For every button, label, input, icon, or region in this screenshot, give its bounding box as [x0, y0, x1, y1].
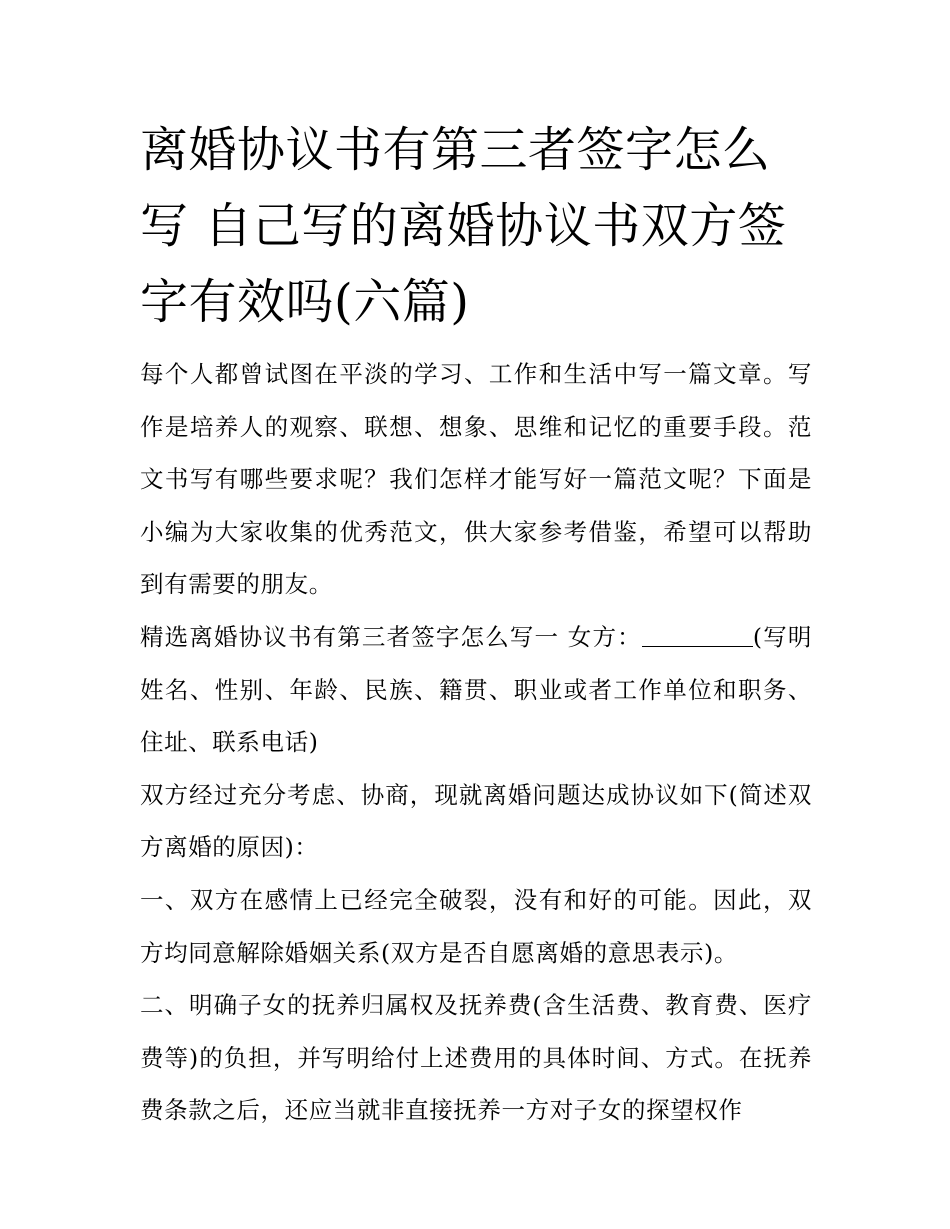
document-body — [140, 112, 812, 1137]
section-1-lead: 精选离婚协议书有第三者签字怎么写一 女方： — [140, 622, 642, 651]
document-title: 离婚协议书有第三者签字怎么写 自己写的离婚协议书双方签字有效吗(六篇) — [140, 122, 787, 330]
clause-2: 二、明确子女的抚养归属权及抚养费(含生活费、教育费、医疗费等)的负担，并写明给付上述费用的具体时间、方式。在抚养费条款之后，还应当就非直接抚养一方对子女的探望权作 — [140, 991, 812, 1125]
intro-paragraph: 每个人都曾试图在平淡的学习、工作和生活中写一篇文章。写作是培养人的观察、联想、想象、思维和记忆的重要手段。范文书写有哪些要求呢？我们怎样才能写好一篇范文呢？下面是小编为大家收集的优秀范文，供大家参考借鉴，希望可以帮助到有需要的朋友。 — [140, 360, 812, 599]
agreement-paragraph: 双方经过充分考虑、协商，现就离婚问题达成协议如下(简述双方离婚的原因)： — [140, 780, 812, 862]
female-party-blank — [642, 626, 753, 647]
section-1-tail: (写明姓名、性别、年龄、民族、籍贯、职业或者工作单位和职务、住址、联系电话) — [140, 622, 813, 757]
section-1-paragraph — [140, 611, 812, 769]
clause-1: 一、双方在感情上已经完全破裂，没有和好的可能。因此，双方均同意解除婚姻关系(双方是否自愿离婚的意思表示)。 — [140, 885, 812, 967]
